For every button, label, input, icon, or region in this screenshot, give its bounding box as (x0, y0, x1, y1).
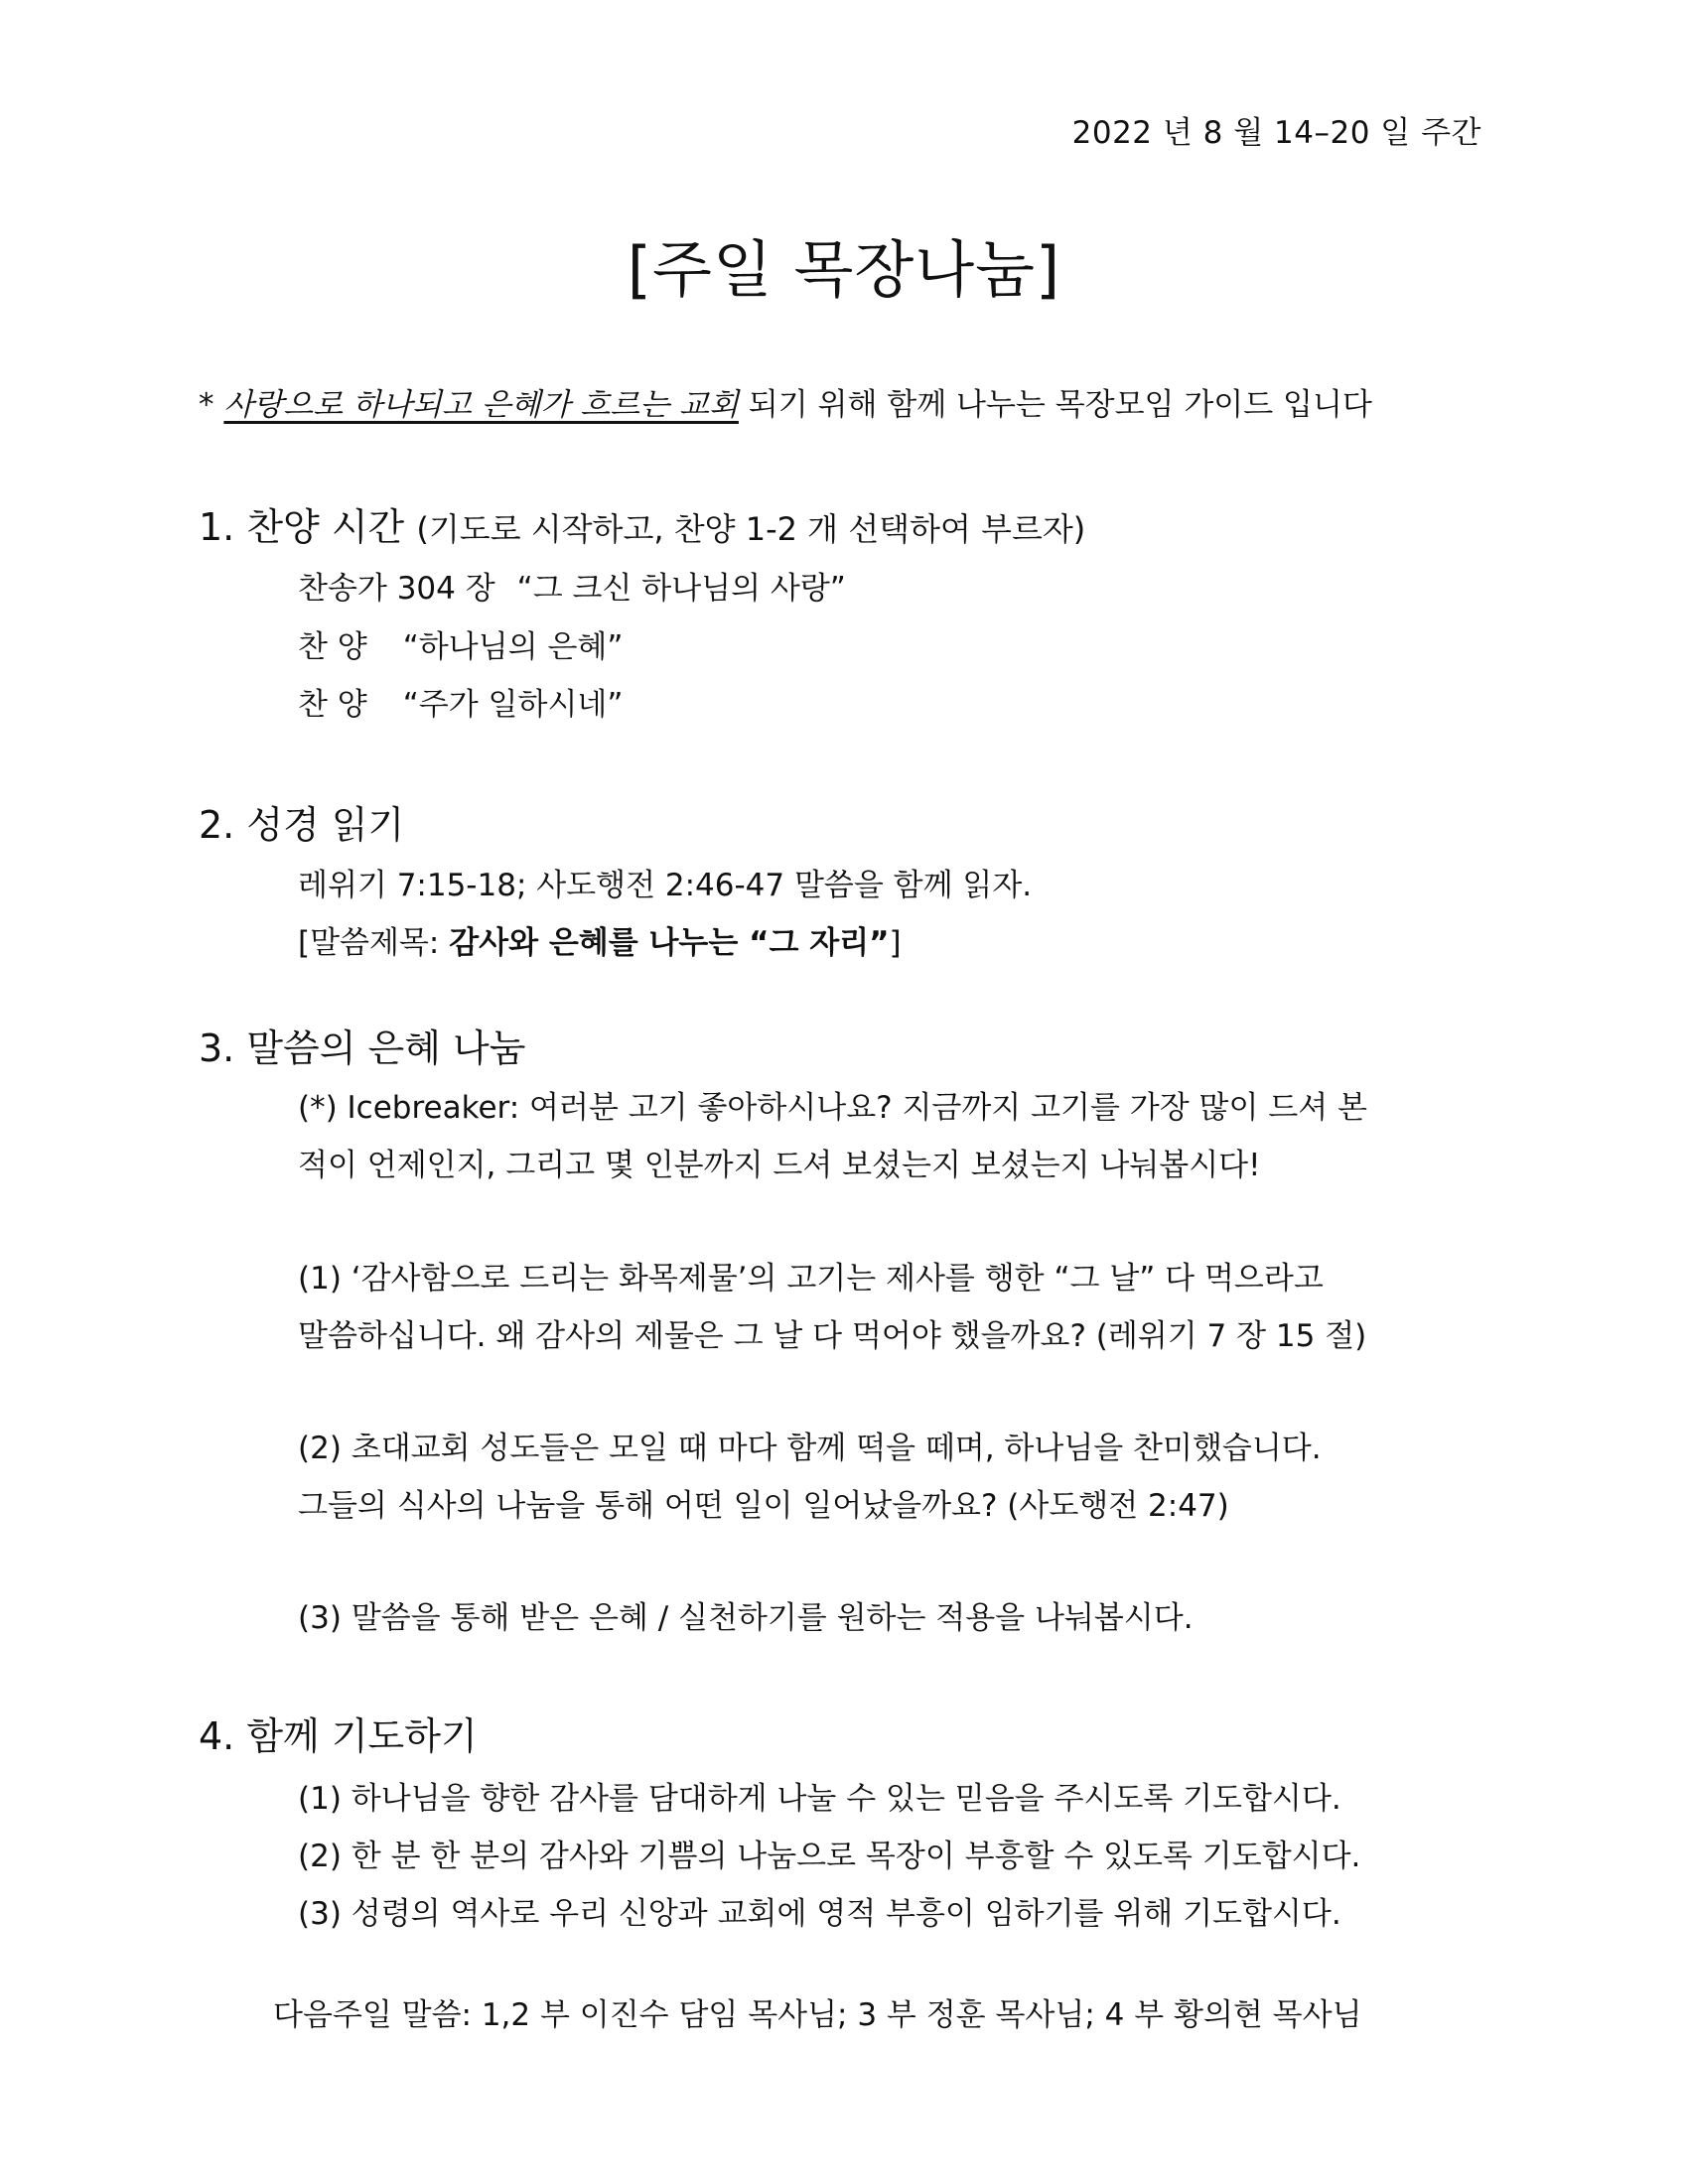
song-item (298, 621, 623, 666)
section-2-heading: 2. 성경 읽기 (199, 803, 405, 847)
next-sunday-preachers: 다음주일 말씀: 1,2 부 이진수 담임 목사님; 3 부 정훈 목사님; 4 부 황의현 목사님 (273, 1997, 1362, 2033)
bible-reading: 레위기 7:15-18; 사도행전 2:46-47 말씀을 함께 읽자. (298, 868, 1033, 903)
prayer-item: (1) 하나님을 향한 감사를 담대하게 나눌 수 있는 믿음을 주시도록 기도합시다. (298, 1781, 1341, 1817)
sermon-title: 감사와 은혜를 나누는 “그 자리” (449, 925, 890, 961)
section-3-heading: 3. 말씀의 은혜 나눔 (199, 1026, 526, 1070)
page-title: [주일 목장나눔] (627, 233, 1061, 306)
intro-text (199, 379, 1372, 424)
question-3: (3) 말씀을 통해 받은 은혜 / 실천하기를 원하는 적용을 나눠봅시다. (298, 1600, 1194, 1636)
song-label: 찬송가 304 장 (298, 571, 495, 607)
sermon-prefix: [말씀제목: (298, 925, 450, 961)
song-title: “그 크신 하나님의 사랑” (516, 571, 846, 607)
icebreaker-line-1: (*) Icebreaker: 여러분 고기 좋아하시나요? 지금까지 고기를 가장 많이 드셔 본 (298, 1090, 1367, 1126)
song-item (298, 679, 623, 724)
section-1-title: 1. 찬양 시간 (199, 505, 417, 549)
question-2-line-1: (2) 초대교회 성도들은 모일 때 마다 함께 떡을 떼며, 하나님을 찬미했습니다. (298, 1431, 1322, 1466)
sermon-suffix: ] (889, 925, 902, 961)
question-1-line-1: (1) ‘감사함으로 드리는 화목제물’의 고기는 제사를 행한 “그 날” 다 먹으라고 (298, 1261, 1324, 1297)
icebreaker-line-2: 적이 언제인지, 그리고 몇 인분까지 드셔 보셨는지 보셨는지 나눠봅시다! (298, 1148, 1261, 1183)
question-1-line-2: 말씀하십니다. 왜 감사의 제물은 그 날 다 먹어야 했을까요? (레위기 7 장 15 절) (298, 1318, 1367, 1354)
date-label: 2022 년 8 월 14–20 일 주간 (1071, 115, 1481, 151)
prayer-item: (2) 한 분 한 분의 감사와 기쁨의 나눔으로 목장이 부흥할 수 있도록 기도합시다. (298, 1839, 1361, 1874)
song-label: 찬 양 (298, 687, 367, 723)
song-title: “하나님의 은혜” (402, 629, 624, 665)
prayer-item: (3) 성령의 역사로 우리 신앙과 교회에 영적 부흥이 임하기를 위해 기도합시다. (298, 1896, 1341, 1932)
song-title: “주가 일하시네” (402, 687, 624, 723)
song-label: 찬 양 (298, 629, 367, 665)
question-2-line-2: 그들의 식사의 나눔을 통해 어떤 일이 일어났을까요? (사도행전 2:47) (298, 1488, 1229, 1524)
intro-prefix: * (199, 387, 224, 423)
sermon-title-line (298, 917, 902, 962)
song-item (298, 563, 846, 608)
intro-rest: 되기 위해 함께 나누는 목장모임 가이드 입니다 (738, 387, 1372, 423)
section-1-heading (199, 496, 1085, 551)
intro-motto: 사랑으로 하나되고 은혜가 흐르는 교회 (223, 387, 739, 423)
section-4-heading: 4. 함께 기도하기 (199, 1714, 478, 1758)
section-1-subtitle: (기도로 시작하고, 찬양 1-2 개 선택하여 부르자) (416, 510, 1086, 548)
